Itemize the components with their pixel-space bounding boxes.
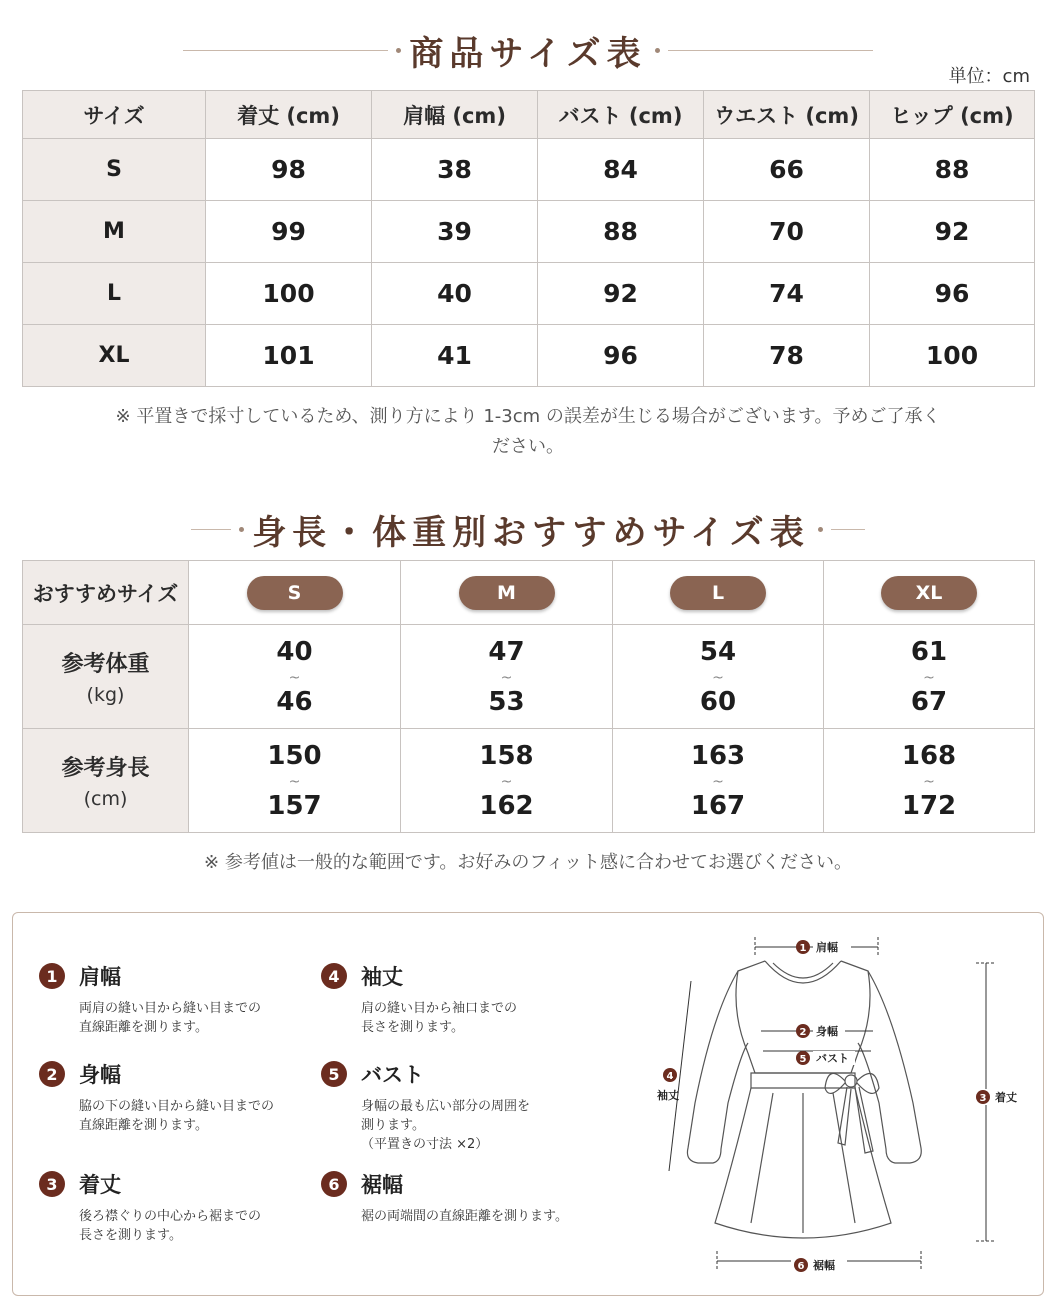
guide-item-body-width: [39, 1059, 309, 1135]
value-cell: 39: [372, 201, 538, 263]
value-cell: 100: [206, 263, 372, 325]
measurement-guide: [12, 912, 1044, 1296]
number-badge: 1: [39, 963, 65, 989]
value-cell: 101: [206, 325, 372, 387]
title-dot: [396, 48, 401, 53]
weight-range-cell: 40 ~ 46: [189, 625, 401, 729]
value-cell: 84: [538, 139, 704, 201]
height-label-cell: [23, 729, 189, 833]
size-pill: L: [670, 576, 766, 610]
size-cell: [189, 561, 401, 625]
weight-range-cell: 47 ~ 53: [401, 625, 613, 729]
header-cell: サイズ: [23, 91, 206, 139]
size-pill: S: [247, 576, 343, 610]
table-row: [23, 561, 1035, 625]
number-badge: 4: [321, 963, 347, 989]
table-row: [23, 625, 1035, 729]
recommend-size-label: おすすめサイズ: [23, 561, 189, 625]
value-cell: 88: [538, 201, 704, 263]
number-badge: 3: [39, 1171, 65, 1197]
weight-label-cell: [23, 625, 189, 729]
height-range-cell: 168 ~ 172: [824, 729, 1035, 833]
recommend-title: 身長・体重別おすすめサイズ表: [252, 513, 810, 553]
title-divider-left: [183, 50, 388, 51]
table-row: [23, 139, 1035, 201]
header-cell: 着丈 (cm): [206, 91, 372, 139]
header-cell: ヒップ (cm): [870, 91, 1035, 139]
value-cell: 96: [538, 325, 704, 387]
value-cell: 70: [704, 201, 870, 263]
value-cell: 99: [206, 201, 372, 263]
value-cell: 41: [372, 325, 538, 387]
guide-item-shoulder: [39, 961, 309, 1037]
diagram-label-body: [796, 1024, 845, 1038]
header-cell: ウエスト (cm): [704, 91, 870, 139]
size-chart-title-row: [0, 26, 1056, 75]
title-dot: [818, 527, 823, 532]
height-range-cell: 163 ~ 167: [613, 729, 824, 833]
guide-item-desc: 後ろ襟ぐりの中心から裾までの 長さを測ります。: [79, 1209, 262, 1243]
value-cell: 88: [870, 139, 1035, 201]
header-cell: 肩幅 (cm): [372, 91, 538, 139]
height-range-cell: 150 ~ 157: [189, 729, 401, 833]
weight-range-cell: 61 ~ 67: [824, 625, 1035, 729]
height-unit: (cm): [83, 788, 128, 810]
size-cell: [824, 561, 1035, 625]
diagram-label-hem: [791, 1253, 847, 1272]
value-cell: 92: [538, 263, 704, 325]
svg-text:4: 4: [666, 1071, 674, 1082]
guide-item-desc: 脇の下の縫い目から縫い目までの 直線距離を測ります。: [79, 1099, 275, 1133]
value-cell: 100: [870, 325, 1035, 387]
svg-text:6: 6: [797, 1261, 805, 1272]
value-cell: 78: [704, 325, 870, 387]
height-label: 参考身長: [61, 756, 150, 781]
weight-label: 参考体重: [61, 652, 150, 677]
guide-item-name: 身幅: [79, 1063, 121, 1087]
unit-label: 単位：cm: [948, 66, 1030, 87]
diagram-label-length: [973, 1089, 1023, 1105]
table-row: [23, 325, 1035, 387]
size-table: [22, 90, 1035, 387]
svg-text:着丈: 着丈: [995, 1091, 1017, 1104]
weight-unit: (kg): [86, 684, 125, 706]
guide-item-name: 着丈: [79, 1173, 121, 1197]
size-chart-note: [40, 402, 1016, 462]
size-cell: XL: [23, 325, 206, 387]
svg-text:肩幅: 肩幅: [816, 941, 838, 954]
guide-item-name: バスト: [361, 1063, 424, 1087]
guide-item-name: 袖丈: [361, 965, 403, 989]
svg-text:3: 3: [979, 1093, 987, 1104]
title-divider-left: [191, 529, 231, 530]
svg-text:5: 5: [799, 1054, 807, 1065]
size-cell: L: [23, 263, 206, 325]
guide-item-name: 肩幅: [79, 965, 121, 989]
number-badge: 6: [321, 1171, 347, 1197]
guide-item-sleeve: [321, 961, 591, 1037]
table-row: [23, 729, 1035, 833]
value-cell: 96: [870, 263, 1035, 325]
svg-text:裾幅: 裾幅: [813, 1259, 835, 1272]
title-dot: [655, 48, 660, 53]
svg-text:1: 1: [799, 943, 807, 954]
svg-text:バスト: バスト: [816, 1052, 849, 1065]
header-cell: バスト (cm): [538, 91, 704, 139]
number-badge: 2: [39, 1061, 65, 1087]
size-cell: S: [23, 139, 206, 201]
note-line: ださい。: [492, 436, 564, 457]
weight-range-cell: 54 ~ 60: [613, 625, 824, 729]
recommend-table: [22, 560, 1035, 833]
svg-text:袖丈: 袖丈: [657, 1089, 679, 1102]
diagram-label-sleeve: [657, 1068, 679, 1102]
value-cell: 92: [870, 201, 1035, 263]
svg-text:2: 2: [799, 1027, 807, 1038]
number-badge: 5: [321, 1061, 347, 1087]
recommend-note: ※ 参考値は一般的な範囲です。お好みのフィット感に合わせてお選びください。: [204, 852, 852, 873]
diagram-label-bust: [796, 1051, 855, 1065]
title-divider-right: [668, 50, 873, 51]
size-pill: M: [459, 576, 555, 610]
guide-item-hem: [321, 1169, 591, 1226]
size-table-header: [23, 91, 1035, 139]
svg-text:身幅: 身幅: [816, 1025, 838, 1038]
size-chart-title: 商品サイズ表: [409, 34, 647, 74]
guide-item-name: 裾幅: [361, 1173, 403, 1197]
value-cell: 74: [704, 263, 870, 325]
diagram-label-shoulder: [796, 940, 851, 954]
guide-item-bust: [321, 1059, 591, 1154]
height-range-cell: 158 ~ 162: [401, 729, 613, 833]
guide-item-desc: 両肩の縫い目から縫い目までの 直線距離を測ります。: [79, 1001, 262, 1035]
recommend-title-row: [0, 505, 1056, 554]
note-line: ※ 平置きで採寸しているため、測り方により 1-3cm の誤差が生じる場合がございます。予めご了承く: [115, 406, 941, 427]
dress-diagram: [633, 923, 1033, 1287]
title-divider-right: [831, 529, 865, 530]
table-row: [23, 263, 1035, 325]
value-cell: 40: [372, 263, 538, 325]
size-cell: [401, 561, 613, 625]
guide-item-desc: 肩の縫い目から袖口までの 長さを測ります。: [361, 1001, 518, 1035]
guide-item-length: [39, 1169, 309, 1245]
guide-item-desc: 身幅の最も広い部分の周囲を 測ります。 （平置きの寸法 ×2）: [361, 1099, 531, 1152]
value-cell: 98: [206, 139, 372, 201]
guide-item-desc: 裾の両端間の直線距離を測ります。: [361, 1209, 568, 1224]
table-row: [23, 201, 1035, 263]
size-cell: [613, 561, 824, 625]
size-pill: XL: [881, 576, 977, 610]
value-cell: 66: [704, 139, 870, 201]
title-dot: [239, 527, 244, 532]
size-cell: M: [23, 201, 206, 263]
value-cell: 38: [372, 139, 538, 201]
